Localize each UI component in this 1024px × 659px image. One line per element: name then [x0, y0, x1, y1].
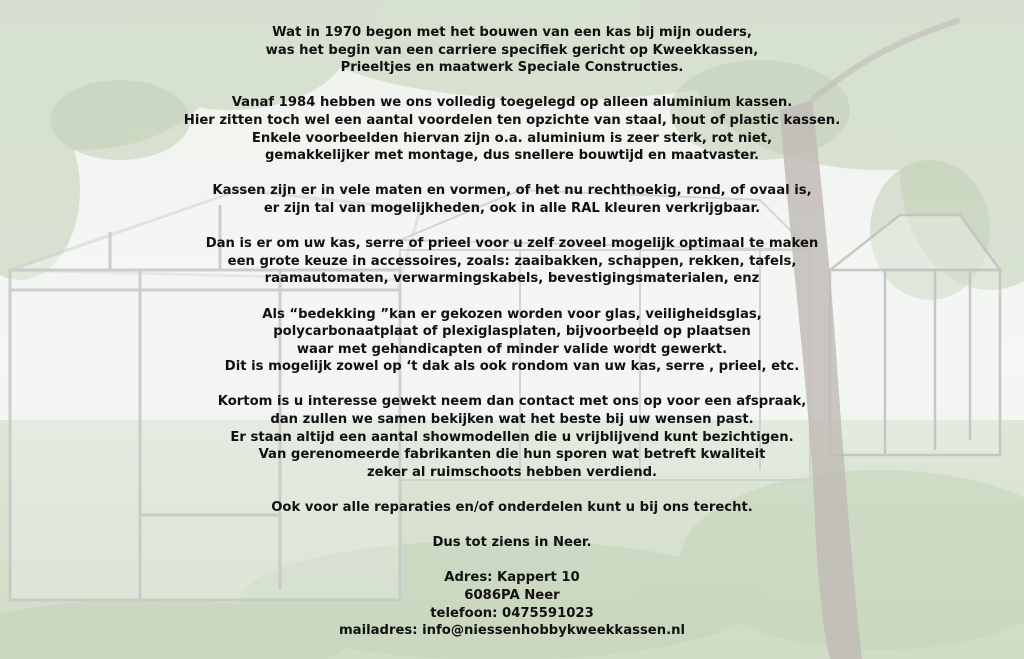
text-line: Enkele voorbeelden hiervan zijn o.a. aluminium is zeer sterk, rot niet, — [251, 130, 773, 146]
text-line: raamautomaten, verwarmingskabels, bevestigingsmaterialen, enz — [264, 271, 760, 287]
text-line: Kortom is u interesse gewekt neem dan contact met ons op voor een afspraak, — [217, 394, 807, 410]
text-line: Dit is mogelijk zowel op ‘t dak als ook rondom van uw kas, serre , prieel, etc. — [224, 359, 800, 375]
text-line: was het begin van een carriere specifiek gericht op Kweekkassen, — [265, 42, 759, 58]
text-line: Vanaf 1984 hebben we ons volledig toegelegd op alleen aluminium kassen. — [231, 95, 793, 111]
text-line: Dus tot ziens in Neer. — [432, 535, 592, 551]
text-line: Hier zitten toch wel een aantal voordelen ten opzichte van staal, hout of plastic kassen. — [183, 112, 841, 128]
text-line: dan zullen we samen bekijken wat het beste bij uw wensen past. — [270, 412, 754, 428]
text-line: Prieeltjes en maatwerk Speciale Constructies. — [340, 60, 684, 76]
intro-text-block — [0, 24, 1024, 657]
text-line: gemakkelijker met montage, dus snellere bouwtijd en maatvaster. — [264, 148, 760, 164]
paragraph-shapes — [0, 182, 1024, 217]
phone-line: telefoon: 0475591023 — [430, 605, 594, 621]
email-line: mailadres: info@niessenhobbykweekkassen.nl — [338, 623, 686, 639]
text-line: Dan is er om uw kas, serre of prieel voor u zelf zoveel mogelijk optimaal te maken — [205, 236, 819, 252]
postcode-line: 6086PA Neer — [464, 588, 560, 603]
text-line: er zijn tal van mogelijkheden, ook in alle RAL kleuren verkrijgbaar. — [263, 200, 761, 216]
paragraph-repairs — [0, 499, 1024, 517]
paragraph-accessories — [0, 235, 1024, 288]
address-line: Adres: Kappert 10 — [444, 570, 580, 586]
text-line: waar met gehandicapten of minder valide wordt gewerkt. — [296, 341, 728, 357]
paragraph-history — [0, 24, 1024, 77]
text-line: polycarbonaatplaat of plexiglasplaten, bijvoorbeeld op plaatsen — [273, 324, 751, 340]
text-line: Ook voor alle reparaties en/of onderdelen kunt u bij ons terecht. — [271, 500, 753, 516]
text-line: Kassen zijn er in vele maten en vormen, of het nu rechthoekig, rond, of ovaal is, — [212, 183, 812, 199]
paragraph-aluminium — [0, 94, 1024, 164]
paragraph-covering — [0, 306, 1024, 376]
text-line: zeker al ruimschoots hebben verdiend. — [366, 464, 658, 480]
text-line: een grote keuze in accessoires, zoals: zaaibakken, schappen, rekken, tafels, — [227, 253, 797, 269]
text-line: Er staan altijd een aantal showmodellen die u vrijblijvend kunt bezichtigen. — [230, 429, 794, 445]
text-line: Wat in 1970 begon met het bouwen van een kas bij mijn ouders, — [272, 25, 752, 40]
paragraph-contact-invite — [0, 393, 1024, 481]
text-line: Als “bedekking ”kan er gekozen worden voor glas, veiligheidsglas, — [262, 306, 762, 322]
contact-address-block — [0, 569, 1024, 639]
paragraph-goodbye — [0, 534, 1024, 552]
text-line: Van gerenomeerde fabrikanten die hun sporen wat betreft kwaliteit — [258, 447, 766, 463]
